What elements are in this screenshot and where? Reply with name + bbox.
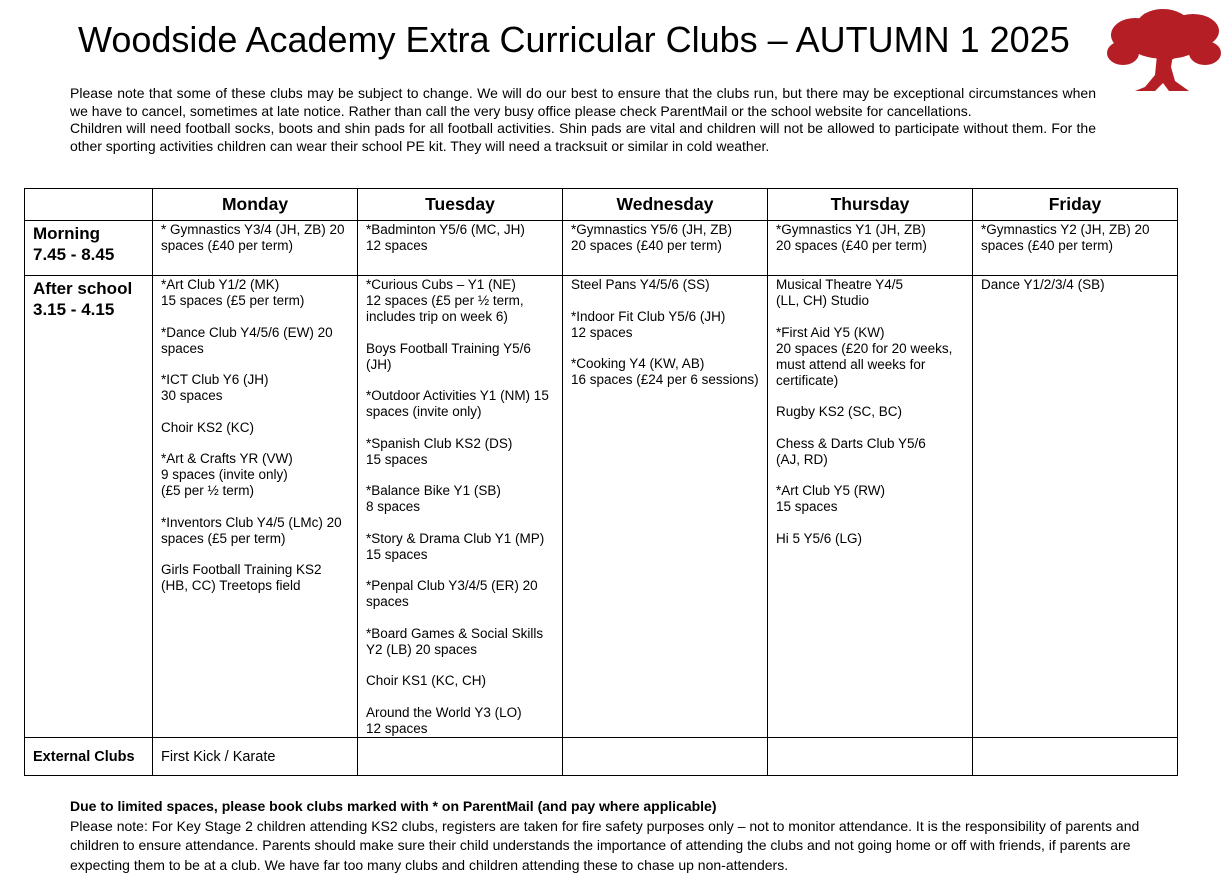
club-cell [563, 221, 768, 276]
club-cell [358, 276, 563, 738]
club-cell [768, 221, 973, 276]
row-label-after-school-time: 3.15 - 4.15 [33, 300, 115, 319]
corner-cell [25, 189, 153, 221]
club-entry: *Art Club Y5 (RW) 15 spaces [776, 483, 886, 514]
club-cell [563, 276, 768, 738]
day-header-friday: Friday [973, 189, 1178, 221]
day-header-tuesday: Tuesday [358, 189, 563, 221]
club-entry: *Spanish Club KS2 (DS) 15 spaces [366, 435, 513, 467]
club-entry: *Balance Bike Y1 (SB) 8 spaces [366, 483, 501, 514]
row-label-after-school [25, 276, 153, 738]
attendance-note: Please note: For Key Stage 2 children attending KS2 clubs, registers are taken for fire safety purposes only – not to monitor attendance. It is the responsibility of parents and children to ensure attendance. Parents should make sure their child understands the importance of attending the clubs and not going home or off with friends, if parents are expecting them to be at a club. We have far too many clubs and children attending these to chase up non-attenders. [70, 817, 1140, 873]
club-entry: Rugby KS2 (SC, BC) [776, 404, 903, 419]
external-club-cell-tuesday [358, 737, 563, 775]
day-header-wednesday: Wednesday [563, 189, 768, 221]
club-cell [358, 221, 563, 276]
row-label-external: External Clubs [25, 737, 153, 775]
club-entry: Around the World Y3 (LO) 12 spaces [366, 704, 522, 736]
club-entry: *Board Games & Social Skills Y2 (LB) 20 spaces [366, 625, 544, 657]
club-entry: *Gymnastics Y2 (JH, ZB) 20 spaces (£40 per term) [981, 222, 1150, 253]
row-label-morning [25, 221, 153, 276]
external-club-cell-friday [973, 737, 1178, 775]
club-entry: Steel Pans Y4/5/6 (SS) [571, 277, 710, 292]
row-label-after-school-name: After school [33, 279, 133, 298]
club-entry: *Curious Cubs – Y1 (NE) 12 spaces (£5 per ½ term, includes trip on week 6) [366, 277, 524, 324]
club-entry: *Penpal Club Y3/4/5 (ER) 20 spaces [366, 578, 538, 609]
club-entry: *Inventors Club Y4/5 (LMc) 20 spaces (£5 per term) [161, 514, 342, 546]
day-header-monday: Monday [153, 189, 358, 221]
clubs-timetable [24, 188, 1178, 776]
day-header-thursday: Thursday [768, 189, 973, 221]
club-entry: Choir KS1 (KC, CH) [366, 673, 487, 688]
club-entry: *Art & Crafts YR (VW) 9 spaces (invite only) (£5 per ½ term) [161, 451, 293, 498]
club-entry: *Gymnastics Y1 (JH, ZB) 20 spaces (£40 per term) [776, 222, 927, 253]
table-row-morning [25, 221, 1178, 276]
club-entry: *Dance Club Y4/5/6 (EW) 20 spaces [161, 324, 333, 356]
club-entry: Chess & Darts Club Y5/6 (AJ, RD) [776, 435, 926, 467]
club-entry: Hi 5 Y5/6 (LG) [776, 530, 863, 546]
footer-notice [70, 797, 1140, 875]
page-title: Woodside Academy Extra Curricular Clubs – AUTUMN 1 2025 [78, 19, 1070, 60]
club-entry: Dance Y1/2/3/4 (SB) [981, 277, 1105, 292]
row-label-morning-time: 7.45 - 8.45 [33, 245, 115, 264]
booking-note: Due to limited spaces, please book clubs marked with * on ParentMail (and pay where applicable) [70, 798, 717, 814]
external-club-cell-thursday [768, 737, 973, 775]
club-entry: *Outdoor Activities Y1 (NM) 15 spaces (invite only) [366, 388, 549, 419]
club-entry: *Cooking Y4 (KW, AB) 16 spaces (£24 per 6 sessions) [571, 356, 759, 387]
intro-paragraph-kit: Children will need football socks, boots and shin pads for all football activities. Shin pads are vital and children will not be allowed to participate without them. For the other sporting activities children can wear their school PE kit. They will need a tracksuit or similar in cold weather. [70, 120, 1096, 154]
intro-paragraph-changes: Please note that some of these clubs may be subject to change. We will do our best to ensure that the clubs run, but there may be exceptional circumstances when we have to cancel, sometimes at late notice. Rather than call the very busy office please check ParentMail or the school website for cancellations. [70, 85, 1096, 119]
club-entry: Musical Theatre Y4/5 (LL, CH) Studio [776, 277, 904, 308]
club-cell [973, 276, 1178, 738]
tree-icon [1105, 5, 1223, 97]
club-entry: Boys Football Training Y5/6 (JH) [366, 340, 531, 372]
club-entry: *First Aid Y5 (KW) 20 spaces (£20 for 20 weeks, must attend all weeks for certificate) [776, 324, 953, 388]
club-entry: * Gymnastics Y3/4 (JH, ZB) 20 spaces (£40 per term) [161, 222, 345, 253]
table-row-external [25, 737, 1178, 775]
club-cell [153, 276, 358, 738]
external-club-cell-monday: First Kick / Karate [153, 737, 358, 775]
club-entry: *ICT Club Y6 (JH) 30 spaces [161, 372, 269, 403]
club-entry: Girls Football Training KS2 (HB, CC) Treetops field [161, 562, 322, 593]
club-entry: *Story & Drama Club Y1 (MP) 15 spaces [366, 530, 545, 562]
club-cell [973, 221, 1178, 276]
table-row-after-school [25, 276, 1178, 738]
club-entry: *Badminton Y5/6 (MC, JH) 12 spaces [366, 222, 525, 253]
club-cell [153, 221, 358, 276]
club-entry: *Indoor Fit Club Y5/6 (JH) 12 spaces [571, 308, 726, 340]
club-cell [768, 276, 973, 738]
club-entry: *Gymnastics Y5/6 (JH, ZB) 20 spaces (£40 per term) [571, 222, 733, 253]
table-header-row [25, 189, 1178, 221]
club-entry: Choir KS2 (KC) [161, 419, 255, 435]
intro-notice [70, 85, 1096, 155]
club-entry: *Art Club Y1/2 (MK) 15 spaces (£5 per term) [161, 277, 305, 308]
external-club-cell-wednesday [563, 737, 768, 775]
row-label-morning-name: Morning [33, 224, 101, 243]
